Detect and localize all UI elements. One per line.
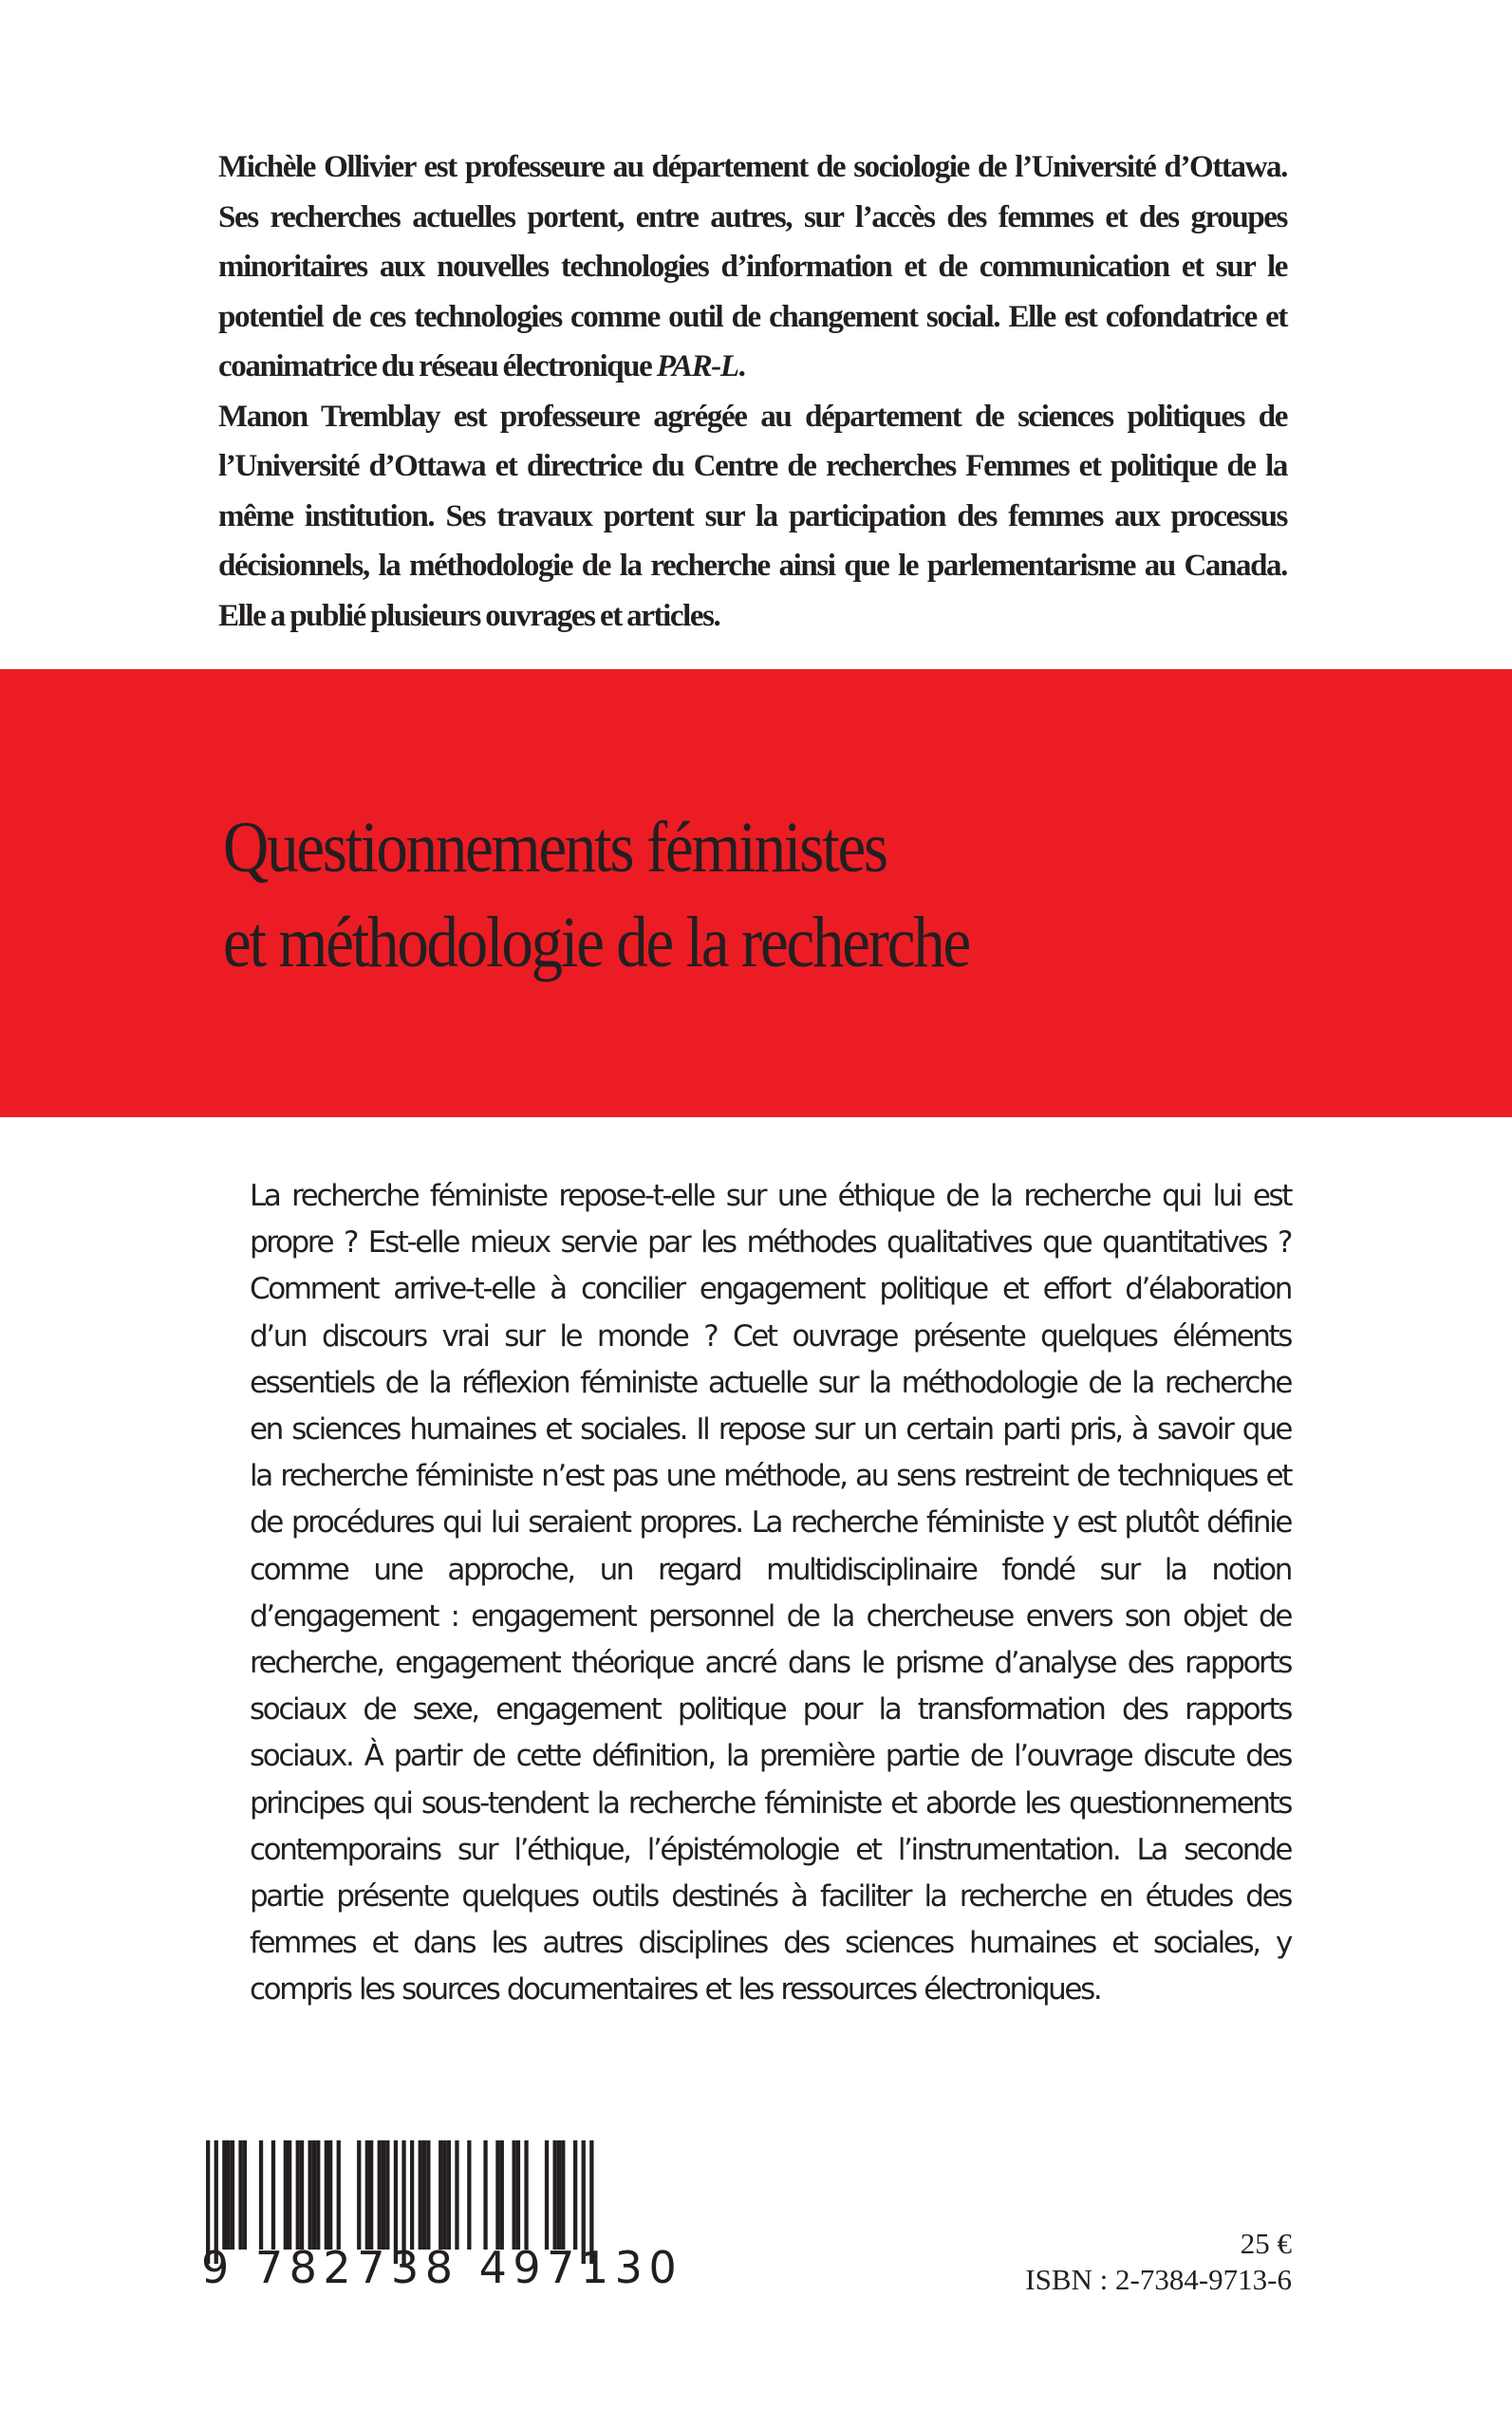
- barcode-bar: [410, 2140, 414, 2250]
- barcode-bar: [442, 2140, 446, 2250]
- barcode-bar: [483, 2140, 487, 2250]
- barcode-bar: [455, 2140, 458, 2250]
- barcode-bar: [422, 2140, 426, 2250]
- title-band: [0, 669, 1512, 1117]
- barcode-bar: [513, 2140, 516, 2250]
- barcode-bar: [312, 2140, 316, 2250]
- barcode-bar: [419, 2140, 422, 2250]
- barcode-bar: [328, 2140, 332, 2250]
- barcode-bar: [231, 2140, 234, 2250]
- network-name: PAR-L: [656, 349, 738, 383]
- barcode-bar: [573, 2140, 577, 2250]
- barcode-bar: [222, 2140, 226, 2250]
- barcode-bar: [557, 2140, 561, 2250]
- barcode-bar: [561, 2140, 565, 2250]
- summary-text: La recherche féministe repose-t-elle sur une éthique de la recherche qui lui est propre ? Est-elle mieux servie par les méthodes qualitatives que quantitatives ? Comment arrive-t-elle à concilier engagement politique et effort d’élaboration d’un discours vrai sur le monde ? Cet ouvrage présente quelques éléments essentiels de la réflexion féministe actuelle sur la méthodologie de la recherche en sciences humaines et sociales. Il repose sur un certain parti pris, à savoir que la recherche féministe n’est pas une méthode, au sens restreint de techniques et de procédures qui lui seraient propres. La recherche féministe y est plutôt définie comme une approche, un regard multidisciplinaire fondé sur la notion d’engagement : engagement personnel de la chercheuse envers son objet de recherche, engagement théorique ancré dans le prisme d’analyse des rapports sociaux de sexe, engagement politique pour la transformation des rapports sociaux. À partir de cette définition, la première partie de l’ouvrage discute des principes qui sous-tendent la recherche féministe et aborde les questionnements contemporains sur l’éthique, l’épistémologie et l’instrumentation. La seconde partie présente quelques outils destinés à faciliter la recherche en études des femmes et dans les autres disciplines des sciences humaines et sociales, y compris les sources documentaires et les ressources électroniques.: [250, 1179, 1291, 2008]
- barcode-bar: [382, 2140, 385, 2250]
- price: 25 €: [1240, 2227, 1292, 2260]
- book-title-line-2: et méthodologie de la recherche: [223, 903, 969, 982]
- bio-ollivier-end: .: [737, 349, 745, 383]
- barcode-bar: [259, 2140, 263, 2250]
- price-isbn-block: [1025, 2226, 1292, 2298]
- barcode-bar: [238, 2140, 242, 2250]
- bio-tremblay: Manon Tremblay est professeure agrégée au département de sciences politiques de l’Université d’Ottawa et directrice du Centre de recherches Femmes et politique de la même institution. Ses travaux portent sur la participation des femmes aux processus décisionnels, la méthodologie de la recherche ainsi que le parlementarisme au Canada. Elle a publié plusieurs ouvrages et articles.: [218, 399, 1287, 633]
- barcode-bar: [308, 2140, 312, 2250]
- barcode-bar: [524, 2140, 528, 2250]
- isbn: ISBN : 2-7384-9713-6: [1025, 2263, 1292, 2296]
- barcode-bar: [284, 2140, 288, 2250]
- bio-ollivier-text: Michèle Ollivier est professeure au département de sociologie de l’Université d’Ottawa. Ses recherches actuelles portent, entre autres, sur l’accès des femmes et des groupes minoritaires aux nouvelles technologies d’information et de communication et sur le potentiel de ces technologies comme outil de changement social. Elle est cofondatrice et coanimatrice du réseau électronique: [218, 150, 1287, 383]
- barcode-bar: [296, 2140, 300, 2250]
- barcode-bar: [545, 2140, 549, 2250]
- barcode-number: 9 782738 497130: [201, 2242, 683, 2293]
- barcode-bar: [365, 2140, 369, 2250]
- book-title: [223, 800, 969, 990]
- book-summary: [250, 1173, 1291, 2014]
- barcode-bar: [316, 2140, 320, 2250]
- bio-ollivier: [218, 142, 1287, 392]
- barcode-bar: [271, 2140, 275, 2250]
- barcode-bar: [325, 2140, 328, 2250]
- barcode-bar: [378, 2140, 382, 2250]
- barcode-bar: [500, 2140, 504, 2250]
- barcode-bar: [243, 2140, 247, 2250]
- barcode-bar: [447, 2140, 451, 2250]
- barcode-bar: [227, 2140, 231, 2250]
- barcode-bar: [385, 2140, 389, 2250]
- barcode-bar: [495, 2140, 499, 2250]
- barcode-bar: [467, 2140, 471, 2250]
- barcode-bar: [288, 2140, 291, 2250]
- barcode-bar: [369, 2140, 373, 2250]
- barcode-bar: [426, 2140, 430, 2250]
- barcode-bar: [439, 2140, 442, 2250]
- author-bios: [218, 142, 1287, 641]
- barcode-bar: [553, 2140, 557, 2250]
- barcode-bar: [516, 2140, 520, 2250]
- book-title-line-1: Questionnements féministes: [223, 808, 887, 887]
- barcode-bar: [337, 2140, 341, 2250]
- barcode-bar: [300, 2140, 304, 2250]
- barcode-bar: [357, 2140, 361, 2250]
